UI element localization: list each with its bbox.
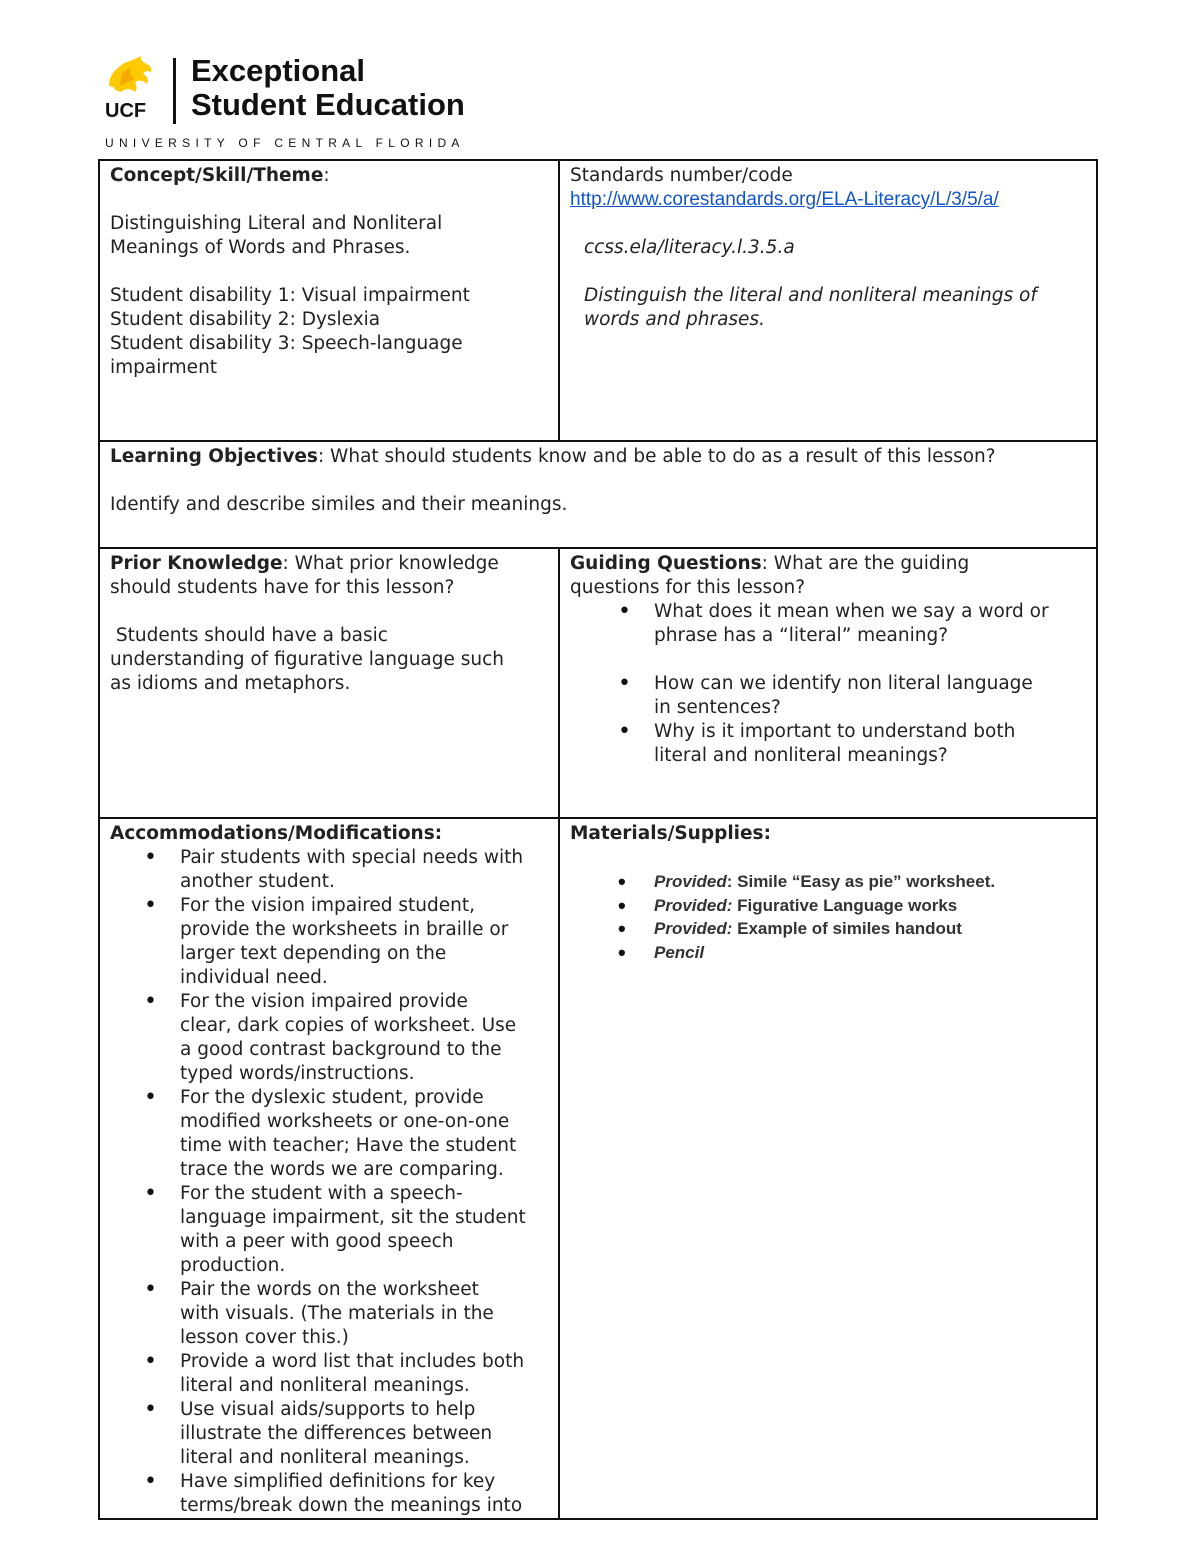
lesson-plan-table <box>98 159 1098 1520</box>
materials-cell <box>559 818 1097 1519</box>
list-item-line: literal and nonliteral meanings. <box>180 1447 470 1468</box>
disability-line: Student disability 2: Dyslexia <box>110 309 381 330</box>
list-item-line: • For the vision impaired student, <box>180 895 476 916</box>
material-text: Example of similes handout <box>732 919 962 938</box>
department-name <box>191 54 465 122</box>
list-item-line: • Use visual aids/supports to help <box>180 1399 476 1420</box>
disability-line: Student disability 1: Visual impairment <box>110 285 470 306</box>
objectives-heading <box>110 445 1086 469</box>
disability-line: impairment <box>110 357 218 378</box>
objectives-question: : What should students know and be able to do as a result of this lesson? <box>317 446 996 467</box>
list-item <box>180 1182 548 1278</box>
list-item-line: with visuals. (The materials in the <box>180 1303 494 1324</box>
list-item-line: clear, dark copies of worksheet. Use <box>180 1015 517 1036</box>
disability-line: Student disability 3: Speech-language <box>110 333 463 354</box>
concept-topic-line-1: Distinguishing Literal and Nonliteral <box>110 213 443 234</box>
concept-label: Concept/Skill/Theme <box>110 165 324 186</box>
list-item-line: terms/break down the meanings into <box>180 1495 523 1516</box>
materials-label: Materials/Supplies: <box>570 823 771 844</box>
concept-cell <box>99 160 559 441</box>
guiding-list <box>570 600 1086 768</box>
material-prefix: Provided: <box>654 919 733 938</box>
standards-desc-line-2: words and phrases. <box>584 309 765 330</box>
list-item-line: • Pair the words on the worksheet <box>180 1279 479 1300</box>
standards-desc-line-1: Distinguish the literal and nonliteral meanings of <box>584 285 1037 306</box>
objectives-label: Learning Objectives <box>110 446 318 467</box>
list-item-line: a good contrast background to the <box>180 1039 502 1060</box>
list-item-line: • How can we identify non literal language <box>654 673 1033 694</box>
material-prefix: Provided: <box>654 895 733 915</box>
ucf-header <box>105 52 705 152</box>
list-item-line: typed words/instructions. <box>180 1063 415 1084</box>
list-item-line: • For the student with a speech- <box>180 1183 463 1204</box>
prior-heading <box>110 552 548 576</box>
list-item-line: another student. <box>180 871 335 892</box>
standards-label: Standards number/code <box>570 165 793 186</box>
list-item-line: • For the dyslexic student, provide <box>180 1087 484 1108</box>
list-item-line: • Provide a word list that includes both <box>180 1351 525 1372</box>
list-item-line: • For the vision impaired provide <box>180 991 468 1012</box>
concept-topic-line-2: Meanings of Words and Phrases. <box>110 237 411 258</box>
prior-answer-line: Students should have a basic <box>110 625 388 646</box>
logo-divider <box>173 58 176 124</box>
list-item <box>180 846 548 894</box>
university-name: UNIVERSITY OF CENTRAL FLORIDA <box>105 136 465 150</box>
list-item-line: • Why is it important to understand both <box>654 721 1016 742</box>
list-item-line: with a peer with good speech <box>180 1231 454 1252</box>
list-item-line: modified worksheets or one-on-one <box>180 1111 510 1132</box>
dept-line-1: Exceptional <box>191 53 365 88</box>
prior-label: Prior Knowledge <box>110 553 283 574</box>
list-item-line: language impairment, sit the student <box>180 1207 526 1228</box>
ucf-wordmark: UCF <box>105 100 147 122</box>
list-item <box>654 870 1086 894</box>
accommodations-cell <box>99 818 559 1519</box>
list-item-line: literal and nonliteral meanings. <box>180 1375 470 1396</box>
materials-list <box>570 870 1086 964</box>
list-item-line: literal and nonliteral meanings? <box>654 745 948 766</box>
list-item <box>654 672 1086 720</box>
list-item-line: production. <box>180 1255 286 1276</box>
list-item-line: time with teacher; Have the student <box>180 1135 517 1156</box>
standards-link[interactable]: http://www.corestandards.org/ELA-Literacy/L/3/5/a/ <box>570 189 999 210</box>
list-item <box>180 1470 548 1518</box>
list-item-line: larger text depending on the <box>180 943 447 964</box>
material-text: : Simile “Easy as pie” worksheet. <box>726 872 996 891</box>
prior-answer-line: understanding of figurative language such <box>110 649 505 670</box>
prior-question-line-1: : What prior knowledge <box>282 553 499 574</box>
list-item <box>654 894 1086 918</box>
list-item-line: individual need. <box>180 967 328 988</box>
table-row <box>99 548 1097 818</box>
list-item-line: illustrate the differences between <box>180 1423 493 1444</box>
list-item-line: lesson cover this.) <box>180 1327 349 1348</box>
list-item <box>180 990 548 1086</box>
list-item-line: phrase has a “literal” meaning? <box>654 625 949 646</box>
prior-knowledge-cell <box>99 548 559 818</box>
material-prefix: Pencil <box>654 942 705 962</box>
list-item-line: • Have simplified definitions for key <box>180 1471 496 1492</box>
guiding-question-line-2: questions for this lesson? <box>570 577 806 598</box>
list-item <box>654 720 1086 768</box>
table-row <box>99 818 1097 1519</box>
list-item-line: in sentences? <box>654 697 781 718</box>
accommodations-label: Accommodations/Modifications: <box>110 823 443 844</box>
list-item-line: • Pair students with special needs with <box>180 847 524 868</box>
pegasus-icon <box>107 56 153 94</box>
table-row <box>99 160 1097 441</box>
table-row <box>99 441 1097 548</box>
standards-cell <box>559 160 1097 441</box>
material-prefix: Provided <box>654 872 727 891</box>
list-item <box>654 941 1086 965</box>
accommodations-list <box>110 846 548 1518</box>
objectives-cell <box>99 441 1097 548</box>
list-item <box>654 917 1086 941</box>
material-text: Figurative Language works <box>732 895 958 915</box>
ucf-logo <box>105 56 155 122</box>
guiding-question-line-1: : What are the guiding <box>761 553 970 574</box>
list-item <box>180 1278 548 1350</box>
guiding-label: Guiding Questions <box>570 553 762 574</box>
list-item-line: trace the words we are comparing. <box>180 1159 504 1180</box>
objectives-answer: Identify and describe similes and their meanings. <box>110 494 568 515</box>
standards-code: ccss.ela/literacy.l.3.5.a <box>584 237 795 258</box>
dept-line-2: Student Education <box>191 87 465 122</box>
list-item <box>654 600 1086 648</box>
list-item <box>180 894 548 990</box>
list-item <box>180 1350 548 1398</box>
list-item <box>180 1398 548 1470</box>
concept-heading <box>110 164 548 188</box>
concept-colon: : <box>323 165 330 186</box>
list-item <box>180 1086 548 1182</box>
prior-question-line-2: should students have for this lesson? <box>110 577 455 598</box>
prior-answer-line: as idioms and metaphors. <box>110 673 351 694</box>
guiding-heading <box>570 552 1086 576</box>
guiding-questions-cell <box>559 548 1097 818</box>
list-item-line: • What does it mean when we say a word or <box>654 601 1049 622</box>
list-item-line: provide the worksheets in braille or <box>180 919 509 940</box>
